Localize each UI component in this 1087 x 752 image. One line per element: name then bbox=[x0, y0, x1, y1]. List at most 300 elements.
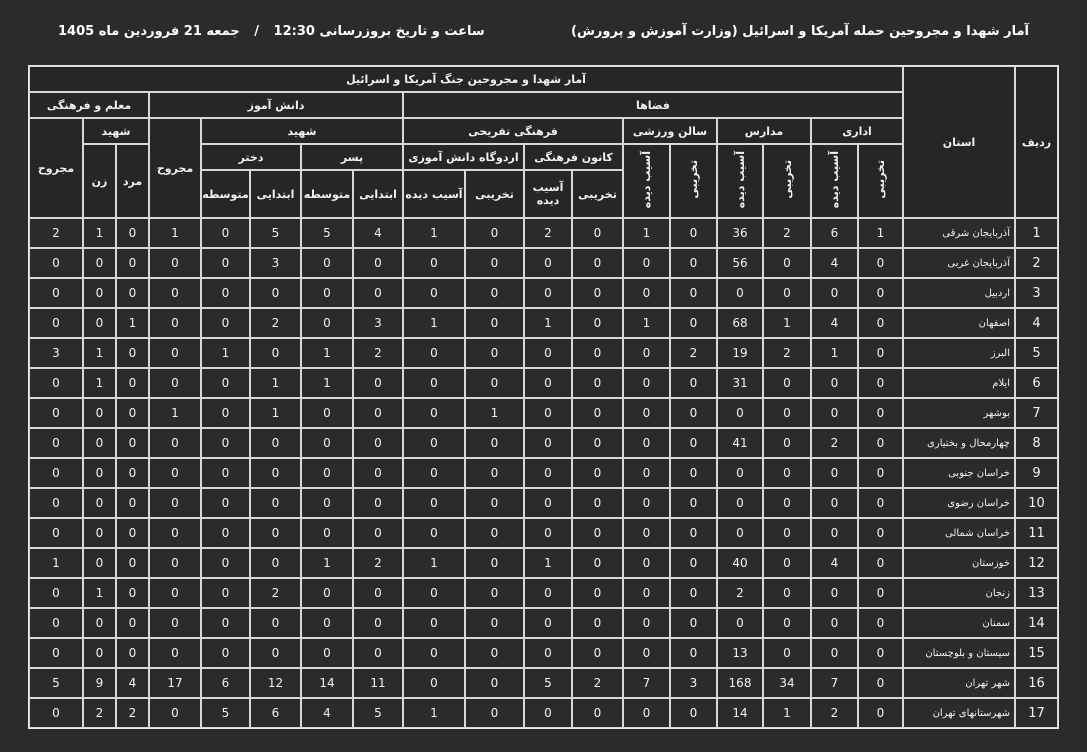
table-cell: 0 bbox=[201, 218, 250, 248]
table-cell: 0 bbox=[465, 488, 524, 518]
table-cell: 0 bbox=[670, 578, 717, 608]
table-cell: 0 bbox=[29, 698, 83, 728]
table-cell: 0 bbox=[524, 458, 572, 488]
row-number: 1 bbox=[1015, 218, 1058, 248]
stats-table-container bbox=[28, 65, 1057, 721]
table-cell: 0 bbox=[572, 248, 623, 278]
table-cell: 0 bbox=[353, 398, 403, 428]
table-cell: 0 bbox=[811, 488, 858, 518]
header-teacher-martyr: شهید bbox=[83, 118, 149, 144]
table-cell: 1 bbox=[623, 218, 670, 248]
table-cell: 0 bbox=[149, 638, 201, 668]
table-cell: 3 bbox=[353, 308, 403, 338]
table-row bbox=[29, 278, 1058, 308]
table-cell: 41 bbox=[717, 428, 763, 458]
header-salon-destroyed: تخریبی bbox=[670, 144, 717, 218]
header-boy-motavasete: متوسطه bbox=[301, 170, 353, 218]
table-cell: 0 bbox=[858, 638, 903, 668]
table-cell: 0 bbox=[29, 428, 83, 458]
table-cell: 1 bbox=[403, 698, 465, 728]
header-edari-damaged: آسیب دیده bbox=[811, 144, 858, 218]
update-date: جمعه 21 فروردین ماه 1405 bbox=[58, 23, 240, 39]
table-cell: 0 bbox=[29, 278, 83, 308]
table-cell: 0 bbox=[572, 638, 623, 668]
table-cell: 0 bbox=[29, 638, 83, 668]
table-cell: 0 bbox=[858, 248, 903, 278]
table-cell: 0 bbox=[83, 428, 116, 458]
table-cell: 1 bbox=[858, 218, 903, 248]
table-cell: 0 bbox=[858, 698, 903, 728]
page-header bbox=[58, 18, 1029, 44]
table-row bbox=[29, 248, 1058, 278]
table-cell: 2 bbox=[763, 218, 811, 248]
table-cell: 0 bbox=[465, 338, 524, 368]
table-cell: 0 bbox=[116, 518, 149, 548]
table-cell: 0 bbox=[465, 548, 524, 578]
table-cell: 0 bbox=[465, 608, 524, 638]
table-cell: 6 bbox=[250, 698, 301, 728]
table-cell: 0 bbox=[763, 548, 811, 578]
table-cell: 68 bbox=[717, 308, 763, 338]
table-cell: 9 bbox=[83, 668, 116, 698]
table-cell: 0 bbox=[83, 548, 116, 578]
header-farhangi-tafrihi: فرهنگی تفریحی bbox=[403, 118, 623, 144]
table-cell: 5 bbox=[524, 668, 572, 698]
table-cell: 0 bbox=[811, 608, 858, 638]
table-cell: 0 bbox=[250, 548, 301, 578]
province-name: اردبیل bbox=[903, 278, 1015, 308]
row-number: 4 bbox=[1015, 308, 1058, 338]
province-name: اصفهان bbox=[903, 308, 1015, 338]
page-title: آمار شهدا و مجروحین حمله آمریکا و اسرائیل (وزارت آموزش و پرورش) bbox=[571, 23, 1029, 39]
table-cell: 0 bbox=[572, 518, 623, 548]
table-cell: 0 bbox=[353, 638, 403, 668]
table-cell: 2 bbox=[250, 308, 301, 338]
table-cell: 3 bbox=[29, 338, 83, 368]
table-cell: 0 bbox=[116, 338, 149, 368]
table-cell: 0 bbox=[116, 218, 149, 248]
province-name: البرز bbox=[903, 338, 1015, 368]
table-cell: 0 bbox=[403, 608, 465, 638]
header-edari: اداری bbox=[811, 118, 903, 144]
table-cell: 7 bbox=[623, 668, 670, 698]
table-cell: 0 bbox=[623, 518, 670, 548]
table-cell: 0 bbox=[403, 428, 465, 458]
table-cell: 14 bbox=[301, 668, 353, 698]
table-cell: 0 bbox=[858, 608, 903, 638]
table-cell: 0 bbox=[301, 488, 353, 518]
province-name: چهارمحال و بختیاری bbox=[903, 428, 1015, 458]
table-cell: 0 bbox=[83, 458, 116, 488]
table-cell: 0 bbox=[623, 548, 670, 578]
header-student-martyr: شهید bbox=[201, 118, 403, 144]
table-cell: 0 bbox=[353, 458, 403, 488]
table-cell: 0 bbox=[572, 338, 623, 368]
table-cell: 0 bbox=[811, 578, 858, 608]
table-cell: 0 bbox=[116, 608, 149, 638]
table-cell: 5 bbox=[201, 698, 250, 728]
table-row bbox=[29, 698, 1058, 728]
table-cell: 0 bbox=[353, 518, 403, 548]
table-cell: 0 bbox=[670, 458, 717, 488]
table-cell: 0 bbox=[858, 428, 903, 458]
table-cell: 0 bbox=[250, 608, 301, 638]
table-cell: 4 bbox=[301, 698, 353, 728]
header-teacher: معلم و فرهنگی bbox=[29, 92, 149, 118]
table-cell: 0 bbox=[301, 458, 353, 488]
table-cell: 0 bbox=[29, 368, 83, 398]
row-number: 13 bbox=[1015, 578, 1058, 608]
table-cell: 0 bbox=[623, 638, 670, 668]
table-cell: 1 bbox=[83, 578, 116, 608]
table-cell: 1 bbox=[301, 368, 353, 398]
table-cell: 31 bbox=[717, 368, 763, 398]
table-cell: 1 bbox=[763, 308, 811, 338]
table-cell: 0 bbox=[524, 428, 572, 458]
province-name: خوزستان bbox=[903, 548, 1015, 578]
table-cell: 1 bbox=[301, 338, 353, 368]
table-cell: 0 bbox=[524, 398, 572, 428]
table-cell: 0 bbox=[353, 608, 403, 638]
table-cell: 0 bbox=[353, 278, 403, 308]
update-time: 12:30 bbox=[273, 23, 315, 39]
header-salon: سالن ورزشی bbox=[623, 118, 717, 144]
table-cell: 0 bbox=[524, 638, 572, 668]
table-cell: 0 bbox=[353, 428, 403, 458]
row-number: 6 bbox=[1015, 368, 1058, 398]
table-cell: 0 bbox=[403, 248, 465, 278]
header-madares-destroyed: تخریبی bbox=[763, 144, 811, 218]
table-cell: 0 bbox=[524, 488, 572, 518]
row-number: 2 bbox=[1015, 248, 1058, 278]
table-cell: 0 bbox=[670, 308, 717, 338]
table-cell: 0 bbox=[623, 278, 670, 308]
table-cell: 0 bbox=[301, 608, 353, 638]
table-cell: 0 bbox=[403, 638, 465, 668]
header-madares: مدارس bbox=[717, 118, 811, 144]
table-cell: 14 bbox=[717, 698, 763, 728]
table-cell: 0 bbox=[465, 308, 524, 338]
table-cell: 0 bbox=[670, 488, 717, 518]
table-cell: 1 bbox=[623, 308, 670, 338]
table-cell: 0 bbox=[353, 248, 403, 278]
table-cell: 1 bbox=[524, 308, 572, 338]
table-cell: 40 bbox=[717, 548, 763, 578]
table-cell: 0 bbox=[465, 218, 524, 248]
table-row bbox=[29, 428, 1058, 458]
table-cell: 0 bbox=[763, 458, 811, 488]
table-cell: 0 bbox=[29, 608, 83, 638]
row-number: 14 bbox=[1015, 608, 1058, 638]
table-cell: 6 bbox=[201, 668, 250, 698]
table-cell: 0 bbox=[572, 488, 623, 518]
table-cell: 0 bbox=[83, 248, 116, 278]
table-cell: 0 bbox=[116, 638, 149, 668]
table-cell: 0 bbox=[524, 698, 572, 728]
table-row bbox=[29, 458, 1058, 488]
table-cell: 4 bbox=[811, 308, 858, 338]
table-cell: 2 bbox=[29, 218, 83, 248]
table-cell: 0 bbox=[201, 398, 250, 428]
table-cell: 3 bbox=[670, 668, 717, 698]
header-salon-damaged: آسیب دیده bbox=[623, 144, 670, 218]
table-cell: 0 bbox=[250, 458, 301, 488]
table-cell: 19 bbox=[717, 338, 763, 368]
table-cell: 0 bbox=[201, 638, 250, 668]
table-cell: 0 bbox=[116, 548, 149, 578]
table-cell: 4 bbox=[811, 548, 858, 578]
header-student: دانش آموز bbox=[149, 92, 403, 118]
table-cell: 0 bbox=[572, 608, 623, 638]
table-cell: 0 bbox=[149, 248, 201, 278]
table-cell: 0 bbox=[201, 548, 250, 578]
table-cell: 0 bbox=[29, 518, 83, 548]
table-cell: 0 bbox=[149, 548, 201, 578]
table-cell: 0 bbox=[763, 608, 811, 638]
header-kanoon: کانون فرهنگی bbox=[524, 144, 623, 170]
table-cell: 0 bbox=[465, 428, 524, 458]
row-number: 3 bbox=[1015, 278, 1058, 308]
table-cell: 5 bbox=[301, 218, 353, 248]
table-cell: 0 bbox=[572, 548, 623, 578]
table-row bbox=[29, 488, 1058, 518]
header-spaces: فضاها bbox=[403, 92, 903, 118]
table-cell: 0 bbox=[858, 398, 903, 428]
table-cell: 36 bbox=[717, 218, 763, 248]
table-cell: 0 bbox=[149, 368, 201, 398]
table-cell: 0 bbox=[811, 398, 858, 428]
update-stamp bbox=[58, 24, 485, 39]
table-cell: 2 bbox=[763, 338, 811, 368]
table-cell: 0 bbox=[116, 278, 149, 308]
table-cell: 0 bbox=[623, 698, 670, 728]
table-cell: 0 bbox=[572, 578, 623, 608]
table-cell: 0 bbox=[149, 278, 201, 308]
table-cell: 0 bbox=[763, 578, 811, 608]
table-cell: 0 bbox=[201, 308, 250, 338]
table-cell: 0 bbox=[465, 278, 524, 308]
table-cell: 0 bbox=[116, 458, 149, 488]
table-cell: 0 bbox=[250, 518, 301, 548]
table-cell: 0 bbox=[858, 338, 903, 368]
header-ordugah-destroyed: تخریبی bbox=[465, 170, 524, 218]
table-cell: 0 bbox=[29, 458, 83, 488]
table-cell: 0 bbox=[858, 458, 903, 488]
table-cell: 0 bbox=[301, 518, 353, 548]
table-cell: 0 bbox=[250, 638, 301, 668]
table-cell: 1 bbox=[465, 398, 524, 428]
table-cell: 4 bbox=[811, 248, 858, 278]
table-cell: 0 bbox=[811, 638, 858, 668]
table-cell: 0 bbox=[670, 248, 717, 278]
table-cell: 0 bbox=[250, 278, 301, 308]
table-row bbox=[29, 668, 1058, 698]
table-cell: 0 bbox=[29, 488, 83, 518]
table-cell: 0 bbox=[353, 488, 403, 518]
table-cell: 1 bbox=[524, 548, 572, 578]
table-cell: 0 bbox=[250, 488, 301, 518]
table-cell: 0 bbox=[623, 578, 670, 608]
header-woman: زن bbox=[83, 144, 116, 218]
table-cell: 0 bbox=[201, 458, 250, 488]
row-number: 8 bbox=[1015, 428, 1058, 458]
table-cell: 0 bbox=[83, 518, 116, 548]
table-cell: 0 bbox=[670, 428, 717, 458]
table-cell: 0 bbox=[465, 248, 524, 278]
province-name: سمنان bbox=[903, 608, 1015, 638]
table-cell: 0 bbox=[670, 548, 717, 578]
province-name: شهر تهران bbox=[903, 668, 1015, 698]
table-cell: 5 bbox=[353, 698, 403, 728]
table-row bbox=[29, 548, 1058, 578]
table-row bbox=[29, 338, 1058, 368]
table-cell: 0 bbox=[353, 578, 403, 608]
table-cell: 0 bbox=[763, 428, 811, 458]
table-cell: 4 bbox=[353, 218, 403, 248]
table-cell: 0 bbox=[465, 638, 524, 668]
table-cell: 0 bbox=[403, 278, 465, 308]
table-cell: 2 bbox=[250, 578, 301, 608]
table-row bbox=[29, 578, 1058, 608]
table-cell: 0 bbox=[763, 638, 811, 668]
table-cell: 0 bbox=[623, 608, 670, 638]
table-row bbox=[29, 218, 1058, 248]
table-cell: 0 bbox=[524, 368, 572, 398]
update-label: ساعت و تاریخ بروزرسانی bbox=[319, 23, 485, 39]
province-name: خراسان شمالی bbox=[903, 518, 1015, 548]
table-cell: 0 bbox=[83, 638, 116, 668]
row-number: 5 bbox=[1015, 338, 1058, 368]
table-cell: 1 bbox=[403, 218, 465, 248]
table-cell: 0 bbox=[524, 278, 572, 308]
table-cell: 0 bbox=[116, 398, 149, 428]
table-cell: 0 bbox=[403, 338, 465, 368]
table-cell: 0 bbox=[670, 518, 717, 548]
province-name: سیستان و بلوچستان bbox=[903, 638, 1015, 668]
table-cell: 0 bbox=[717, 278, 763, 308]
table-body bbox=[29, 218, 1058, 728]
row-number: 10 bbox=[1015, 488, 1058, 518]
table-cell: 0 bbox=[572, 218, 623, 248]
table-cell: 0 bbox=[717, 608, 763, 638]
table-cell: 0 bbox=[201, 518, 250, 548]
table-cell: 0 bbox=[149, 458, 201, 488]
table-cell: 168 bbox=[717, 668, 763, 698]
table-cell: 0 bbox=[572, 368, 623, 398]
table-row bbox=[29, 368, 1058, 398]
table-cell: 1 bbox=[403, 548, 465, 578]
row-number: 15 bbox=[1015, 638, 1058, 668]
table-cell: 0 bbox=[149, 518, 201, 548]
province-name: زنجان bbox=[903, 578, 1015, 608]
table-cell: 0 bbox=[149, 608, 201, 638]
table-cell: 34 bbox=[763, 668, 811, 698]
table-cell: 0 bbox=[465, 578, 524, 608]
table-cell: 0 bbox=[116, 368, 149, 398]
table-cell: 1 bbox=[29, 548, 83, 578]
table-cell: 0 bbox=[149, 578, 201, 608]
table-cell: 1 bbox=[116, 308, 149, 338]
table-title: آمار شهدا و مجروحین جنگ آمریکا و اسرائیل bbox=[29, 66, 903, 92]
table-cell: 0 bbox=[858, 278, 903, 308]
table-cell: 0 bbox=[717, 488, 763, 518]
row-number: 12 bbox=[1015, 548, 1058, 578]
table-cell: 0 bbox=[623, 398, 670, 428]
table-cell: 0 bbox=[670, 278, 717, 308]
table-cell: 0 bbox=[623, 368, 670, 398]
row-number: 11 bbox=[1015, 518, 1058, 548]
table-cell: 11 bbox=[353, 668, 403, 698]
table-cell: 0 bbox=[149, 308, 201, 338]
table-cell: 0 bbox=[83, 308, 116, 338]
table-cell: 0 bbox=[858, 548, 903, 578]
table-cell: 2 bbox=[811, 698, 858, 728]
table-cell: 0 bbox=[858, 518, 903, 548]
table-cell: 0 bbox=[572, 428, 623, 458]
table-cell: 0 bbox=[201, 488, 250, 518]
table-cell: 2 bbox=[353, 338, 403, 368]
table-cell: 0 bbox=[403, 458, 465, 488]
table-cell: 2 bbox=[353, 548, 403, 578]
table-cell: 0 bbox=[623, 338, 670, 368]
table-cell: 0 bbox=[858, 668, 903, 698]
table-cell: 0 bbox=[201, 248, 250, 278]
table-cell: 0 bbox=[301, 278, 353, 308]
table-cell: 1 bbox=[149, 218, 201, 248]
header-girl-ebtedaei: ابتدایی bbox=[250, 170, 301, 218]
header-girl: دختر bbox=[201, 144, 301, 170]
header-boy-ebtedaei: ابتدایی bbox=[353, 170, 403, 218]
header-ordugah-damaged: آسیب دیده bbox=[403, 170, 465, 218]
header-man: مرد bbox=[116, 144, 149, 218]
header-edari-destroyed: تخریبی bbox=[858, 144, 903, 218]
table-cell: 0 bbox=[524, 608, 572, 638]
table-cell: 12 bbox=[250, 668, 301, 698]
table-row bbox=[29, 608, 1058, 638]
table-cell: 0 bbox=[403, 488, 465, 518]
table-cell: 0 bbox=[29, 398, 83, 428]
table-cell: 0 bbox=[201, 608, 250, 638]
header-student-injured: مجروح bbox=[149, 118, 201, 218]
stamp-separator: / bbox=[254, 23, 260, 39]
table-cell: 56 bbox=[717, 248, 763, 278]
table-cell: 0 bbox=[717, 458, 763, 488]
table-cell: 0 bbox=[301, 308, 353, 338]
table-cell: 0 bbox=[465, 518, 524, 548]
table-cell: 4 bbox=[116, 668, 149, 698]
table-cell: 3 bbox=[250, 248, 301, 278]
table-cell: 0 bbox=[858, 308, 903, 338]
table-cell: 0 bbox=[116, 488, 149, 518]
stats-table bbox=[28, 65, 1059, 729]
table-cell: 0 bbox=[858, 368, 903, 398]
table-cell: 5 bbox=[29, 668, 83, 698]
table-cell: 0 bbox=[149, 338, 201, 368]
table-cell: 0 bbox=[149, 698, 201, 728]
table-cell: 1 bbox=[250, 368, 301, 398]
table-cell: 0 bbox=[811, 458, 858, 488]
table-cell: 13 bbox=[717, 638, 763, 668]
table-cell: 17 bbox=[149, 668, 201, 698]
header-madares-damaged: آسیب دیده bbox=[717, 144, 763, 218]
table-cell: 0 bbox=[201, 278, 250, 308]
table-cell: 0 bbox=[763, 488, 811, 518]
table-cell: 0 bbox=[763, 368, 811, 398]
table-cell: 0 bbox=[763, 248, 811, 278]
table-cell: 0 bbox=[201, 578, 250, 608]
table-cell: 0 bbox=[116, 248, 149, 278]
province-name: آذربایجان غربی bbox=[903, 248, 1015, 278]
